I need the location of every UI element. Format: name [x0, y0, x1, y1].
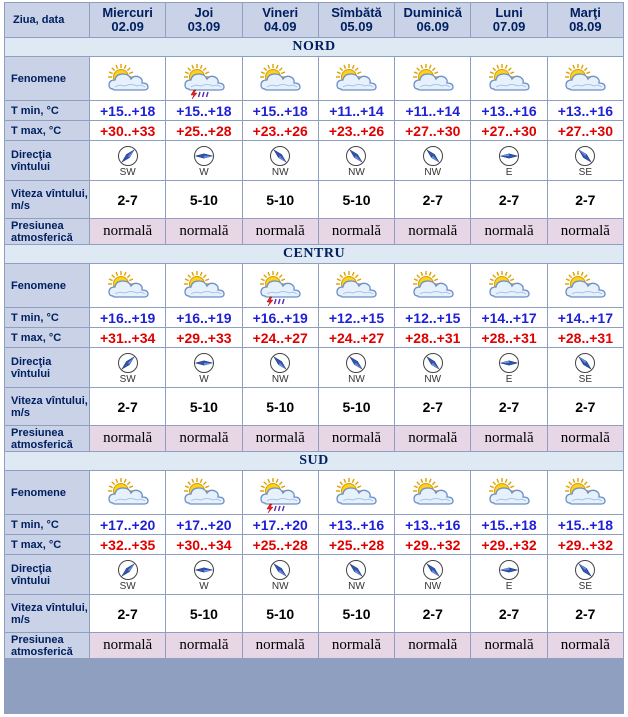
- tmin-value: +17..+20: [166, 515, 241, 534]
- wind-direction-label: SW: [119, 580, 136, 592]
- pressure-value: normală: [90, 219, 165, 244]
- day-name: Duminică: [403, 5, 463, 20]
- wind-speed-value: 2-7: [395, 595, 470, 632]
- tmax-value: +29..+32: [548, 535, 623, 554]
- day-header: [166, 3, 241, 37]
- weather-cell: [395, 264, 470, 307]
- partly-cloudy-icon: [179, 268, 229, 306]
- wind-direction-label: W: [199, 166, 209, 178]
- phenomena-row: [5, 471, 623, 514]
- wind-speed-row: [5, 595, 623, 632]
- tmin-value: +14..+17: [548, 308, 623, 327]
- wind-direction-cell: [395, 141, 470, 180]
- wind-speed-value: 2-7: [471, 181, 546, 218]
- day-name: Marţi: [569, 5, 601, 20]
- wind-direction-label: NW: [271, 373, 289, 385]
- day-date: 05.09: [340, 19, 373, 34]
- pressure-value: normală: [395, 633, 470, 658]
- tmin-value: +11..+14: [395, 101, 470, 120]
- wind-direction-cell: [319, 348, 394, 387]
- weather-cell: [166, 471, 241, 514]
- tmax-value: +28..+31: [395, 328, 470, 347]
- pressure-value: normală: [548, 633, 623, 658]
- pressure-value: normală: [166, 219, 241, 244]
- wind-direction-row: [5, 555, 623, 594]
- tmax-value: +23..+26: [243, 121, 318, 140]
- weather-cell: [243, 57, 318, 100]
- wind-direction-icon: [117, 352, 139, 374]
- wind-direction-cell: [319, 141, 394, 180]
- weather-cell: [166, 264, 241, 307]
- tmin-value: +12..+15: [319, 308, 394, 327]
- wind-direction-cell: [243, 348, 318, 387]
- weather-cell: [548, 264, 623, 307]
- wind-direction-icon: [574, 145, 596, 167]
- tmax-value: +28..+31: [471, 328, 546, 347]
- phenomena-row: [5, 264, 623, 307]
- pressure-value: normală: [471, 219, 546, 244]
- wind-speed-value: 5-10: [166, 181, 241, 218]
- day-name: Miercuri: [102, 5, 153, 20]
- partly-cloudy-icon: [331, 268, 381, 306]
- pressure-row: [5, 219, 623, 244]
- tmin-value: +16..+19: [243, 308, 318, 327]
- tmin-value: +11..+14: [319, 101, 394, 120]
- day-name: Luni: [495, 5, 523, 20]
- wind-direction-cell: [166, 348, 241, 387]
- pressure-value: normală: [548, 219, 623, 244]
- rain-thunder-icon: [255, 475, 305, 513]
- wind-direction-icon: [193, 559, 215, 581]
- row-label: T min, °C: [5, 101, 89, 120]
- tmax-value: +27..+30: [548, 121, 623, 140]
- wind-direction-icon: [422, 145, 444, 167]
- wind-direction-cell: [548, 348, 623, 387]
- wind-speed-value: 2-7: [471, 388, 546, 425]
- day-header: [395, 3, 470, 37]
- wind-speed-value: 2-7: [90, 595, 165, 632]
- tmax-row: [5, 328, 623, 347]
- forecast-table: [4, 2, 624, 659]
- day-date: 03.09: [187, 19, 221, 34]
- tmin-value: +16..+19: [90, 308, 165, 327]
- tmin-value: +13..+16: [395, 515, 470, 534]
- wind-speed-value: 2-7: [395, 388, 470, 425]
- tmin-value: +15..+18: [243, 101, 318, 120]
- row-label: Presiunea atmosferică: [5, 426, 89, 451]
- partly-cloudy-icon: [103, 268, 153, 306]
- weather-cell: [319, 57, 394, 100]
- wind-direction-label: SW: [119, 373, 136, 385]
- tmin-value: +16..+19: [166, 308, 241, 327]
- wind-direction-row: [5, 141, 623, 180]
- partly-cloudy-icon: [484, 61, 534, 99]
- wind-direction-icon: [574, 352, 596, 374]
- day-date: 04.09: [263, 19, 297, 34]
- pressure-value: normală: [395, 426, 470, 451]
- wind-direction-label: SW: [119, 166, 136, 178]
- wind-direction-icon: [422, 559, 444, 581]
- wind-direction-icon: [269, 559, 291, 581]
- wind-direction-row: [5, 348, 623, 387]
- day-date: 07.09: [492, 19, 526, 34]
- wind-direction-cell: [90, 141, 165, 180]
- tmax-value: +23..+26: [319, 121, 394, 140]
- partly-cloudy-icon: [408, 268, 458, 306]
- pressure-value: normală: [166, 426, 241, 451]
- wind-speed-value: 5-10: [243, 181, 318, 218]
- partly-cloudy-icon: [103, 475, 153, 513]
- row-label: Viteza vîntului, m/s: [5, 388, 89, 425]
- wind-speed-value: 2-7: [548, 388, 623, 425]
- pressure-value: normală: [319, 219, 394, 244]
- header-label: Ziua, data: [5, 3, 89, 37]
- rain-thunder-icon: [255, 268, 305, 306]
- wind-direction-label: E: [505, 373, 513, 385]
- weather-cell: [395, 471, 470, 514]
- wind-speed-value: 5-10: [319, 388, 394, 425]
- pressure-value: normală: [166, 633, 241, 658]
- row-label: Presiunea atmosferică: [5, 219, 89, 244]
- phenomena-row: [5, 57, 623, 100]
- forecast-table-body: [5, 3, 623, 658]
- wind-direction-icon: [117, 145, 139, 167]
- wind-speed-row: [5, 181, 623, 218]
- wind-direction-cell: [471, 141, 546, 180]
- wind-direction-cell: [90, 348, 165, 387]
- tmax-value: +24..+27: [319, 328, 394, 347]
- wind-direction-label: NW: [348, 166, 365, 178]
- weather-cell: [395, 57, 470, 100]
- day-name: Sîmbătă: [331, 5, 382, 20]
- tmin-row: [5, 515, 623, 534]
- wind-direction-icon: [193, 145, 215, 167]
- partly-cloudy-icon: [484, 268, 534, 306]
- pressure-value: normală: [548, 426, 623, 451]
- wind-direction-cell: [548, 555, 623, 594]
- wind-direction-label: W: [199, 580, 209, 592]
- wind-speed-value: 2-7: [90, 388, 165, 425]
- wind-direction-cell: [166, 141, 241, 180]
- day-name: Vineri: [262, 5, 299, 20]
- day-header: [243, 3, 318, 37]
- wind-direction-icon: [498, 352, 520, 374]
- row-label: Direcţia vîntului: [5, 555, 89, 594]
- weather-cell: [319, 264, 394, 307]
- wind-speed-value: 5-10: [319, 181, 394, 218]
- pressure-row: [5, 633, 623, 658]
- weather-cell: [166, 57, 241, 100]
- day-header: [471, 3, 546, 37]
- weather-cell: [90, 471, 165, 514]
- wind-direction-label: NW: [348, 580, 365, 592]
- pressure-value: normală: [243, 219, 318, 244]
- weather-cell: [471, 264, 546, 307]
- wind-direction-cell: [319, 555, 394, 594]
- day-header: [90, 3, 165, 37]
- tmax-value: +27..+30: [471, 121, 546, 140]
- region-title: CENTRU: [5, 245, 623, 263]
- weather-cell: [548, 471, 623, 514]
- wind-direction-icon: [117, 559, 139, 581]
- pressure-value: normală: [471, 633, 546, 658]
- wind-direction-cell: [90, 555, 165, 594]
- tmax-value: +30..+34: [166, 535, 241, 554]
- day-date: 08.09: [569, 19, 602, 34]
- region-row: [5, 452, 623, 470]
- pressure-row: [5, 426, 623, 451]
- weather-cell: [243, 264, 318, 307]
- tmax-value: +31..+34: [90, 328, 165, 347]
- tmax-value: +29..+32: [395, 535, 470, 554]
- wind-direction-label: NW: [271, 580, 289, 592]
- tmax-value: +25..+28: [319, 535, 394, 554]
- partly-cloudy-icon: [103, 61, 153, 99]
- day-date: 06.09: [416, 19, 450, 34]
- day-header: [548, 3, 623, 37]
- pressure-value: normală: [90, 633, 165, 658]
- region-row: [5, 245, 623, 263]
- wind-direction-cell: [395, 348, 470, 387]
- pressure-value: normală: [243, 633, 318, 658]
- wind-speed-value: 5-10: [243, 595, 318, 632]
- day-header: [319, 3, 394, 37]
- tmax-value: +27..+30: [395, 121, 470, 140]
- partly-cloudy-icon: [408, 475, 458, 513]
- tmin-value: +12..+15: [395, 308, 470, 327]
- tmin-value: +15..+18: [471, 515, 546, 534]
- wind-direction-icon: [345, 145, 367, 167]
- wind-speed-value: 2-7: [395, 181, 470, 218]
- row-label: T max, °C: [5, 121, 89, 140]
- rain-thunder-icon: [179, 61, 229, 99]
- row-label: Fenomene: [5, 57, 89, 100]
- row-label: Viteza vîntului, m/s: [5, 595, 89, 632]
- pressure-value: normală: [319, 426, 394, 451]
- region-title: SUD: [5, 452, 623, 470]
- tmax-value: +30..+33: [90, 121, 165, 140]
- weather-cell: [471, 471, 546, 514]
- wind-speed-value: 2-7: [471, 595, 546, 632]
- row-label: Fenomene: [5, 264, 89, 307]
- partly-cloudy-icon: [408, 61, 458, 99]
- wind-direction-cell: [243, 555, 318, 594]
- wind-direction-icon: [269, 352, 291, 374]
- weather-cell: [243, 471, 318, 514]
- day-name: Joi: [194, 5, 214, 20]
- row-label: Viteza vîntului, m/s: [5, 181, 89, 218]
- wind-direction-icon: [345, 559, 367, 581]
- weather-cell: [548, 57, 623, 100]
- wind-direction-label: NW: [424, 373, 442, 385]
- wind-direction-icon: [574, 559, 596, 581]
- tmin-row: [5, 101, 623, 120]
- partly-cloudy-icon: [331, 475, 381, 513]
- wind-speed-value: 5-10: [166, 388, 241, 425]
- tmax-value: +25..+28: [243, 535, 318, 554]
- wind-direction-label: SE: [578, 373, 593, 385]
- pressure-value: normală: [395, 219, 470, 244]
- wind-direction-icon: [422, 352, 444, 374]
- tmax-value: +24..+27: [243, 328, 318, 347]
- tmax-value: +28..+31: [548, 328, 623, 347]
- tmin-value: +15..+18: [548, 515, 623, 534]
- wind-direction-icon: [193, 352, 215, 374]
- tmax-value: +25..+28: [166, 121, 241, 140]
- wind-direction-icon: [269, 145, 291, 167]
- wind-direction-label: NW: [271, 166, 289, 178]
- wind-direction-icon: [345, 352, 367, 374]
- partly-cloudy-icon: [255, 61, 305, 99]
- row-label: Direcţia vîntului: [5, 348, 89, 387]
- header-row: [5, 3, 623, 37]
- wind-direction-cell: [166, 555, 241, 594]
- wind-direction-cell: [243, 141, 318, 180]
- wind-direction-label: NW: [348, 373, 365, 385]
- tmin-value: +13..+16: [319, 515, 394, 534]
- wind-direction-cell: [548, 141, 623, 180]
- wind-speed-value: 2-7: [548, 595, 623, 632]
- forecast-table-frame: [4, 2, 624, 714]
- tmin-row: [5, 308, 623, 327]
- tmax-row: [5, 535, 623, 554]
- weather-cell: [90, 264, 165, 307]
- wind-direction-label: E: [505, 166, 513, 178]
- tmin-value: +17..+20: [90, 515, 165, 534]
- partly-cloudy-icon: [560, 475, 610, 513]
- row-label: T max, °C: [5, 328, 89, 347]
- wind-direction-icon: [498, 559, 520, 581]
- pressure-value: normală: [319, 633, 394, 658]
- row-label: T min, °C: [5, 515, 89, 534]
- wind-speed-value: 2-7: [548, 181, 623, 218]
- day-date: 02.09: [111, 19, 144, 34]
- weather-cell: [471, 57, 546, 100]
- tmin-value: +15..+18: [166, 101, 241, 120]
- pressure-value: normală: [90, 426, 165, 451]
- wind-speed-row: [5, 388, 623, 425]
- row-label: Direcţia vîntului: [5, 141, 89, 180]
- wind-speed-value: 5-10: [166, 595, 241, 632]
- tmax-value: +29..+32: [471, 535, 546, 554]
- wind-direction-cell: [471, 555, 546, 594]
- wind-direction-label: E: [505, 580, 513, 592]
- wind-direction-label: W: [199, 373, 209, 385]
- tmin-value: +15..+18: [90, 101, 165, 120]
- wind-direction-cell: [471, 348, 546, 387]
- wind-direction-label: NW: [424, 580, 442, 592]
- wind-speed-value: 2-7: [90, 181, 165, 218]
- pressure-value: normală: [471, 426, 546, 451]
- partly-cloudy-icon: [331, 61, 381, 99]
- tmax-row: [5, 121, 623, 140]
- partly-cloudy-icon: [560, 268, 610, 306]
- tmin-value: +14..+17: [471, 308, 546, 327]
- region-row: [5, 38, 623, 56]
- partly-cloudy-icon: [484, 475, 534, 513]
- weather-cell: [319, 471, 394, 514]
- partly-cloudy-icon: [179, 475, 229, 513]
- tmin-value: +13..+16: [548, 101, 623, 120]
- partly-cloudy-icon: [560, 61, 610, 99]
- row-label: T max, °C: [5, 535, 89, 554]
- region-title: NORD: [5, 38, 623, 56]
- row-label: T min, °C: [5, 308, 89, 327]
- row-label: Presiunea atmosferică: [5, 633, 89, 658]
- tmax-value: +32..+35: [90, 535, 165, 554]
- weather-cell: [90, 57, 165, 100]
- wind-direction-cell: [395, 555, 470, 594]
- row-label: Fenomene: [5, 471, 89, 514]
- wind-direction-label: SE: [578, 166, 593, 178]
- wind-direction-icon: [498, 145, 520, 167]
- tmin-value: +13..+16: [471, 101, 546, 120]
- pressure-value: normală: [243, 426, 318, 451]
- wind-speed-value: 5-10: [319, 595, 394, 632]
- wind-speed-value: 5-10: [243, 388, 318, 425]
- wind-direction-label: SE: [578, 580, 593, 592]
- tmax-value: +29..+33: [166, 328, 241, 347]
- tmin-value: +17..+20: [243, 515, 318, 534]
- wind-direction-label: NW: [424, 166, 442, 178]
